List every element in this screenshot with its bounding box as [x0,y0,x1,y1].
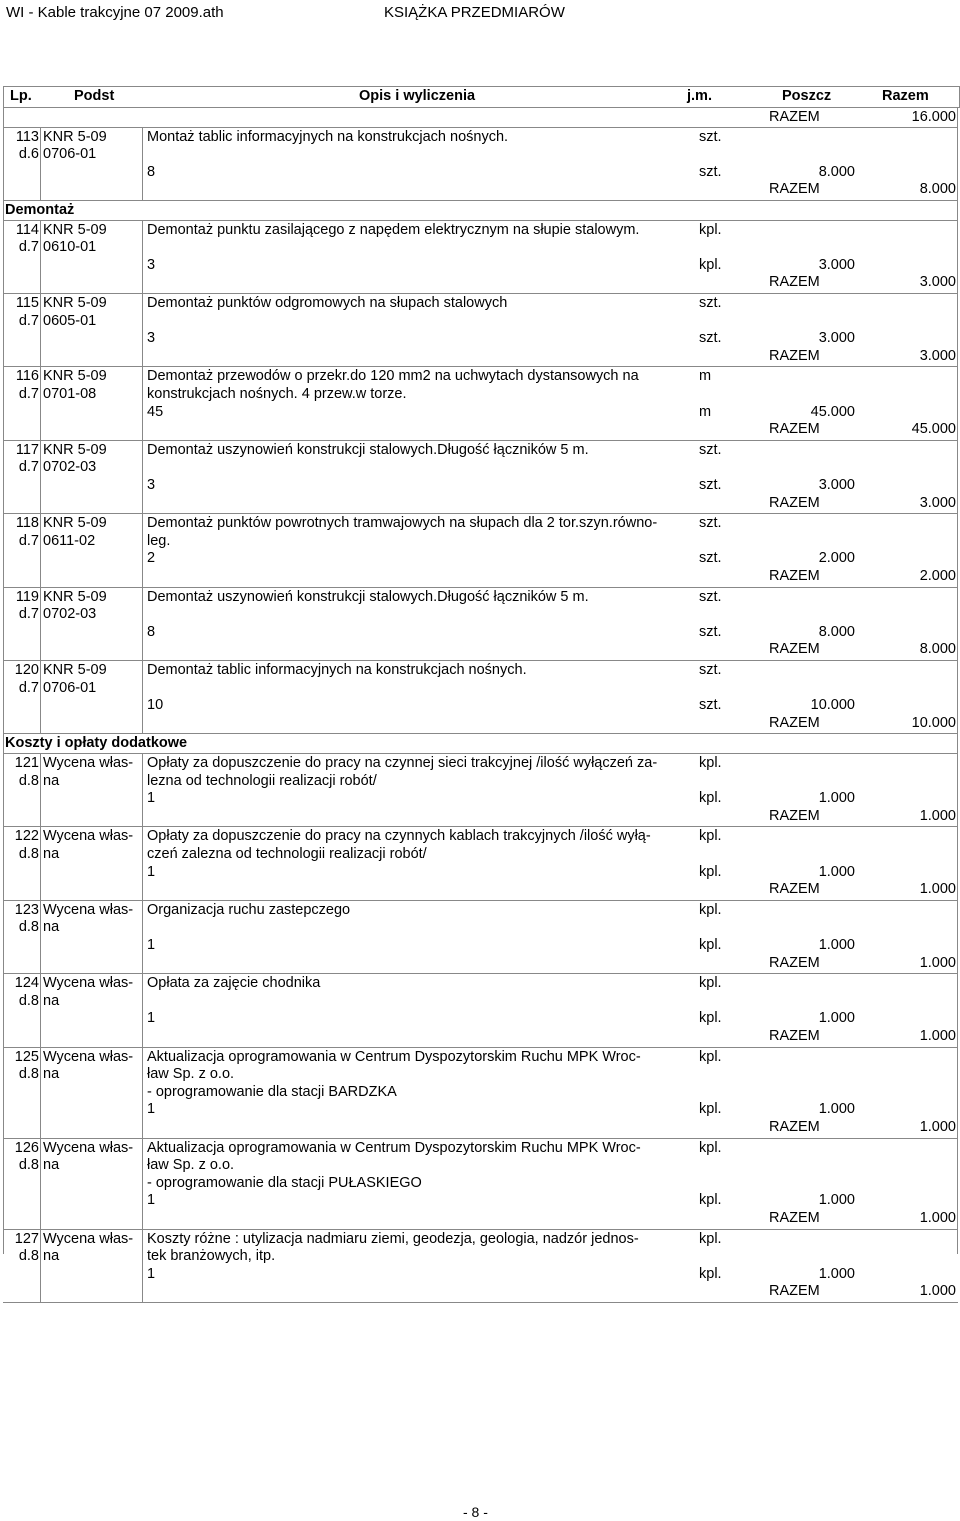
razem-value: 1.000 [919,807,956,824]
item-sub-number: d.8 [18,1157,39,1174]
item-number: 123 [14,901,39,918]
item-unit: szt. [699,128,722,145]
partial-value: 3.000 [818,330,855,347]
partial-value: 45.000 [810,403,855,420]
razem-value: 2.000 [919,568,956,584]
calc-unit: kpl. [699,1192,722,1209]
item-number: 115 [15,295,39,311]
book-title: KSIĄŻKA PRZEDMIARÓW [384,4,565,21]
item-description: Demontaż punktów powrotnych tramwajowych na słupach dla 2 tor.szyn.równo- [147,515,658,532]
calc-quantity: 8 [147,163,156,180]
calc-quantity: 2 [147,550,156,567]
calc-unit: szt. [699,163,722,180]
razem-label: RAZEM [769,494,820,511]
calc-quantity: 1 [147,937,156,953]
partial-value: 1.000 [818,1192,855,1209]
razem-label: RAZEM [769,274,820,291]
calc-unit: szt. [699,550,722,567]
item-description: Demontaż uszynowień konstrukcji stalowych.Długość łączników 5 m. [147,588,589,605]
item-number: 120 [14,662,39,678]
column-divider [142,1138,143,1229]
column-divider [40,660,41,733]
item-unit: kpl. [699,828,722,845]
item-basis: KNR 5-09 [43,515,107,532]
column-divider [142,753,143,826]
razem-label: RAZEM [769,714,820,731]
partial-value: 3.000 [818,256,855,273]
partial-value: 1.000 [818,863,855,880]
calc-unit: kpl. [699,790,722,807]
item-basis: Wycena włas- [43,975,134,992]
row-divider [3,973,958,974]
item-basis-code: 0701-08 [43,386,97,402]
calc-quantity: 3 [147,477,156,493]
column-divider [142,513,143,586]
razem-value: 1.000 [919,1283,956,1300]
item-description: Opłaty za dopuszczenie do pracy na czynnych kablach trakcyjnych /ilość wyłą- [147,828,651,845]
item-sub-number: d.6 [18,146,39,163]
item-unit: m [699,368,712,385]
section-title: Demontaż [5,202,75,218]
column-divider [40,440,41,513]
item-basis-code: 0702-03 [43,606,97,623]
item-number: 113 [15,128,39,145]
item-basis-code: na [43,1066,60,1083]
razem-label: RAZEM [769,181,820,198]
row-divider [3,293,958,294]
item-basis: Wycena włas- [43,1048,134,1065]
razem-value: 1.000 [919,1028,956,1044]
item-basis: Wycena włas- [43,1139,134,1156]
item-unit: szt. [699,295,722,311]
item-basis-code: na [43,846,60,862]
calc-quantity: 1 [147,1101,156,1118]
item-number: 116 [15,368,39,385]
row-divider [3,200,958,201]
column-divider [142,660,143,733]
item-unit: szt. [699,515,722,532]
column-divider [40,973,41,1046]
item-description: Aktualizacja oprogramowania w Centrum Dyspozytorskim Ruchu MPK Wroc- [147,1139,641,1156]
item-basis-code: 0706-01 [43,146,97,163]
razem-label: RAZEM [769,347,820,364]
calc-quantity: 3 [147,256,156,273]
item-description: - oprogramowanie dla stacji BARDZKA [147,1083,397,1100]
razem-label: RAZEM [769,1210,820,1226]
item-unit: kpl. [699,1230,722,1247]
razem-label: RAZEM [769,881,820,898]
calc-quantity: 1 [147,1265,156,1282]
column-divider [142,1047,143,1138]
item-basis: KNR 5-09 [43,221,107,238]
item-sub-number: d.7 [18,459,39,476]
razem-value: 8.000 [919,641,956,658]
razem-label: RAZEM [769,109,820,125]
partial-value: 3.000 [818,477,855,493]
item-description: ław Sp. z o.o. [147,1157,235,1174]
item-basis-code: 0611-02 [43,532,96,549]
column-header-row [3,86,960,108]
item-description: Demontaż punktu zasilającego z napędem elektrycznym na słupie stalowym. [147,221,640,238]
item-basis: Wycena włas- [43,828,134,845]
column-divider [40,220,41,293]
calc-unit: szt. [699,330,722,347]
item-basis: KNR 5-09 [43,295,107,311]
row-divider [3,440,958,441]
partial-value: 2.000 [818,550,855,567]
column-divider [40,366,41,439]
razem-value: 45.000 [911,421,956,438]
item-sub-number: d.8 [18,1248,39,1265]
item-unit: kpl. [699,975,722,992]
item-unit: kpl. [699,221,722,238]
calc-unit: kpl. [699,863,722,880]
item-description: leg. [147,532,171,549]
item-basis-code: 0702-03 [43,459,97,476]
partial-value: 8.000 [818,623,855,640]
calc-unit: szt. [699,623,722,640]
item-basis: KNR 5-09 [43,662,107,678]
column-divider [40,587,41,660]
item-sub-number: d.8 [18,919,39,936]
item-basis-code: 0610-01 [43,239,97,256]
item-basis-code: 0605-01 [43,312,97,329]
item-unit: kpl. [699,755,722,771]
row-divider [3,513,958,514]
item-sub-number: d.8 [18,772,39,789]
item-basis: Wycena włas- [43,901,134,918]
razem-label: RAZEM [769,421,820,438]
row-divider [3,1302,958,1303]
item-basis-code: na [43,919,60,936]
item-description: Demontaż tablic informacyjnych na konstrukcjach nośnych. [147,662,527,678]
item-description: ław Sp. z o.o. [147,1066,235,1083]
column-divider [142,826,143,899]
col-opis: Opis i wyliczenia [359,88,476,104]
partial-value: 1.000 [818,1101,855,1118]
razem-label: RAZEM [769,1283,820,1300]
razem-value: 8.000 [919,181,956,198]
column-divider [40,1047,41,1138]
item-unit: szt. [699,662,722,678]
col-razem: Razem [882,88,929,104]
column-divider [40,1229,41,1302]
partial-value: 10.000 [810,697,855,714]
page-number: - 8 - [463,1504,488,1520]
item-basis-code: na [43,1248,60,1265]
calc-quantity: 8 [147,623,156,640]
estimate-table [3,107,958,1300]
item-sub-number: d.7 [18,679,39,696]
column-divider [957,107,958,1254]
row-divider [3,660,958,661]
razem-label: RAZEM [769,641,820,658]
row-divider [3,900,958,901]
razem-value: 3.000 [919,347,956,364]
item-number: 127 [14,1230,39,1247]
razem-label: RAZEM [769,1028,820,1044]
row-divider [3,1047,958,1048]
item-sub-number: d.7 [18,312,39,329]
column-divider [40,513,41,586]
item-basis: KNR 5-09 [43,588,107,605]
razem-value: 1.000 [919,881,956,898]
calc-unit: szt. [699,477,722,493]
razem-value: 10.000 [911,714,956,731]
item-unit: szt. [699,441,722,458]
razem-value: 1.000 [919,954,956,971]
calc-unit: kpl. [699,1101,722,1118]
item-description: Montaż tablic informacyjnych na konstrukcjach nośnych. [147,128,509,145]
item-number: 126 [14,1139,39,1156]
column-divider [142,293,143,366]
item-sub-number: d.7 [18,532,39,549]
item-number: 125 [14,1048,39,1065]
partial-value: 1.000 [818,1265,855,1282]
col-podst: Podst [74,88,115,104]
razem-value: 1.000 [919,1119,956,1135]
item-number: 124 [14,975,39,992]
item-sub-number: d.8 [18,992,39,1009]
calc-unit: kpl. [699,1265,722,1282]
item-number: 118 [15,515,39,532]
item-basis: KNR 5-09 [43,441,107,458]
partial-value: 1.000 [818,937,855,953]
razem-label: RAZEM [769,1119,820,1135]
calc-unit: kpl. [699,1010,722,1027]
item-basis-code: na [43,1157,60,1174]
razem-label: RAZEM [769,954,820,971]
row-divider [3,1138,958,1139]
calc-quantity: 10 [147,697,164,714]
item-number: 117 [15,441,39,458]
razem-label: RAZEM [769,807,820,824]
item-description: czeń zalezna od technologii realizacji robót/ [147,846,427,862]
column-divider [142,973,143,1046]
col-poszcz: Poszcz [782,88,832,104]
item-sub-number: d.8 [18,846,39,862]
item-description: Opłaty za dopuszczenie do pracy na czynnej sieci trakcyjnej /ilość wyłączeń za- [147,755,658,771]
calc-quantity: 45 [147,403,164,420]
item-unit: kpl. [699,1139,722,1156]
item-description: Aktualizacja oprogramowania w Centrum Dyspozytorskim Ruchu MPK Wroc- [147,1048,641,1065]
col-lp: Lp. [10,88,32,104]
item-sub-number: d.7 [18,239,39,256]
item-description: Opłata za zajęcie chodnika [147,975,321,992]
item-description: Organizacja ruchu zastepczego [147,901,351,918]
row-divider [3,127,958,128]
item-number: 114 [15,221,39,238]
column-divider [142,587,143,660]
column-divider [40,900,41,973]
item-basis-code: 0706-01 [43,679,97,696]
column-divider [142,366,143,439]
item-basis-code: na [43,772,60,789]
item-basis: Wycena włas- [43,1230,134,1247]
item-description: tek branżowych, itp. [147,1248,276,1265]
calc-unit: kpl. [699,937,722,953]
column-divider [142,220,143,293]
item-sub-number: d.8 [18,1066,39,1083]
row-divider [3,733,958,734]
item-description: Koszty różne : utylizacja nadmiaru ziemi, geodezja, geologia, nadzór jednos- [147,1230,639,1247]
razem-value: 3.000 [919,274,956,291]
row-divider [3,753,958,754]
item-description: konstrukcjach nośnych. 4 przew.w torze. [147,386,407,402]
item-unit: kpl. [699,901,722,918]
item-basis: KNR 5-09 [43,368,107,385]
column-divider [40,293,41,366]
item-description: Demontaż uszynowień konstrukcji stalowych.Długość łączników 5 m. [147,441,589,458]
calc-unit: m [699,403,712,420]
item-basis: Wycena włas- [43,755,134,771]
item-number: 121 [14,755,39,771]
app-title: WI - Kable trakcyjne 07 2009.ath [6,4,224,21]
item-basis-code: na [43,992,60,1009]
column-divider [3,107,4,1254]
item-number: 122 [14,828,39,845]
item-sub-number: d.7 [18,606,39,623]
razem-label: RAZEM [769,568,820,584]
partial-value: 8.000 [818,163,855,180]
calc-unit: szt. [699,697,722,714]
item-description: lezna od technologii realizacji robót/ [147,772,377,789]
calc-quantity: 3 [147,330,156,347]
item-sub-number: d.7 [18,386,39,402]
column-divider [142,440,143,513]
calc-quantity: 1 [147,790,156,807]
item-description: Demontaż przewodów o przekr.do 120 mm2 na uchwytach dystansowych na [147,368,639,385]
item-number: 119 [15,588,39,605]
razem-value: 1.000 [919,1210,956,1226]
col-jm: j.m. [687,88,712,104]
column-divider [142,900,143,973]
column-divider [142,127,143,200]
item-description: Demontaż punktów odgromowych na słupach stalowych [147,295,508,311]
row-divider [3,587,958,588]
row-divider [3,366,958,367]
column-divider [142,1229,143,1302]
column-divider [40,826,41,899]
calc-quantity: 1 [147,863,156,880]
item-unit: kpl. [699,1048,722,1065]
column-divider [40,1138,41,1229]
row-divider [3,220,958,221]
row-divider [3,826,958,827]
razem-value: 3.000 [919,494,956,511]
partial-value: 1.000 [818,1010,855,1027]
item-unit: szt. [699,588,722,605]
partial-value: 1.000 [818,790,855,807]
column-divider [40,127,41,200]
column-divider [40,753,41,826]
calc-quantity: 1 [147,1010,156,1027]
item-basis: KNR 5-09 [43,128,107,145]
calc-unit: kpl. [699,256,722,273]
item-description: - oprogramowanie dla stacji PUŁASKIEGO [147,1174,422,1191]
section-title: Koszty i opłaty dodatkowe [5,735,188,752]
razem-value: 16.000 [911,109,956,125]
row-divider [3,1229,958,1230]
calc-quantity: 1 [147,1192,156,1209]
